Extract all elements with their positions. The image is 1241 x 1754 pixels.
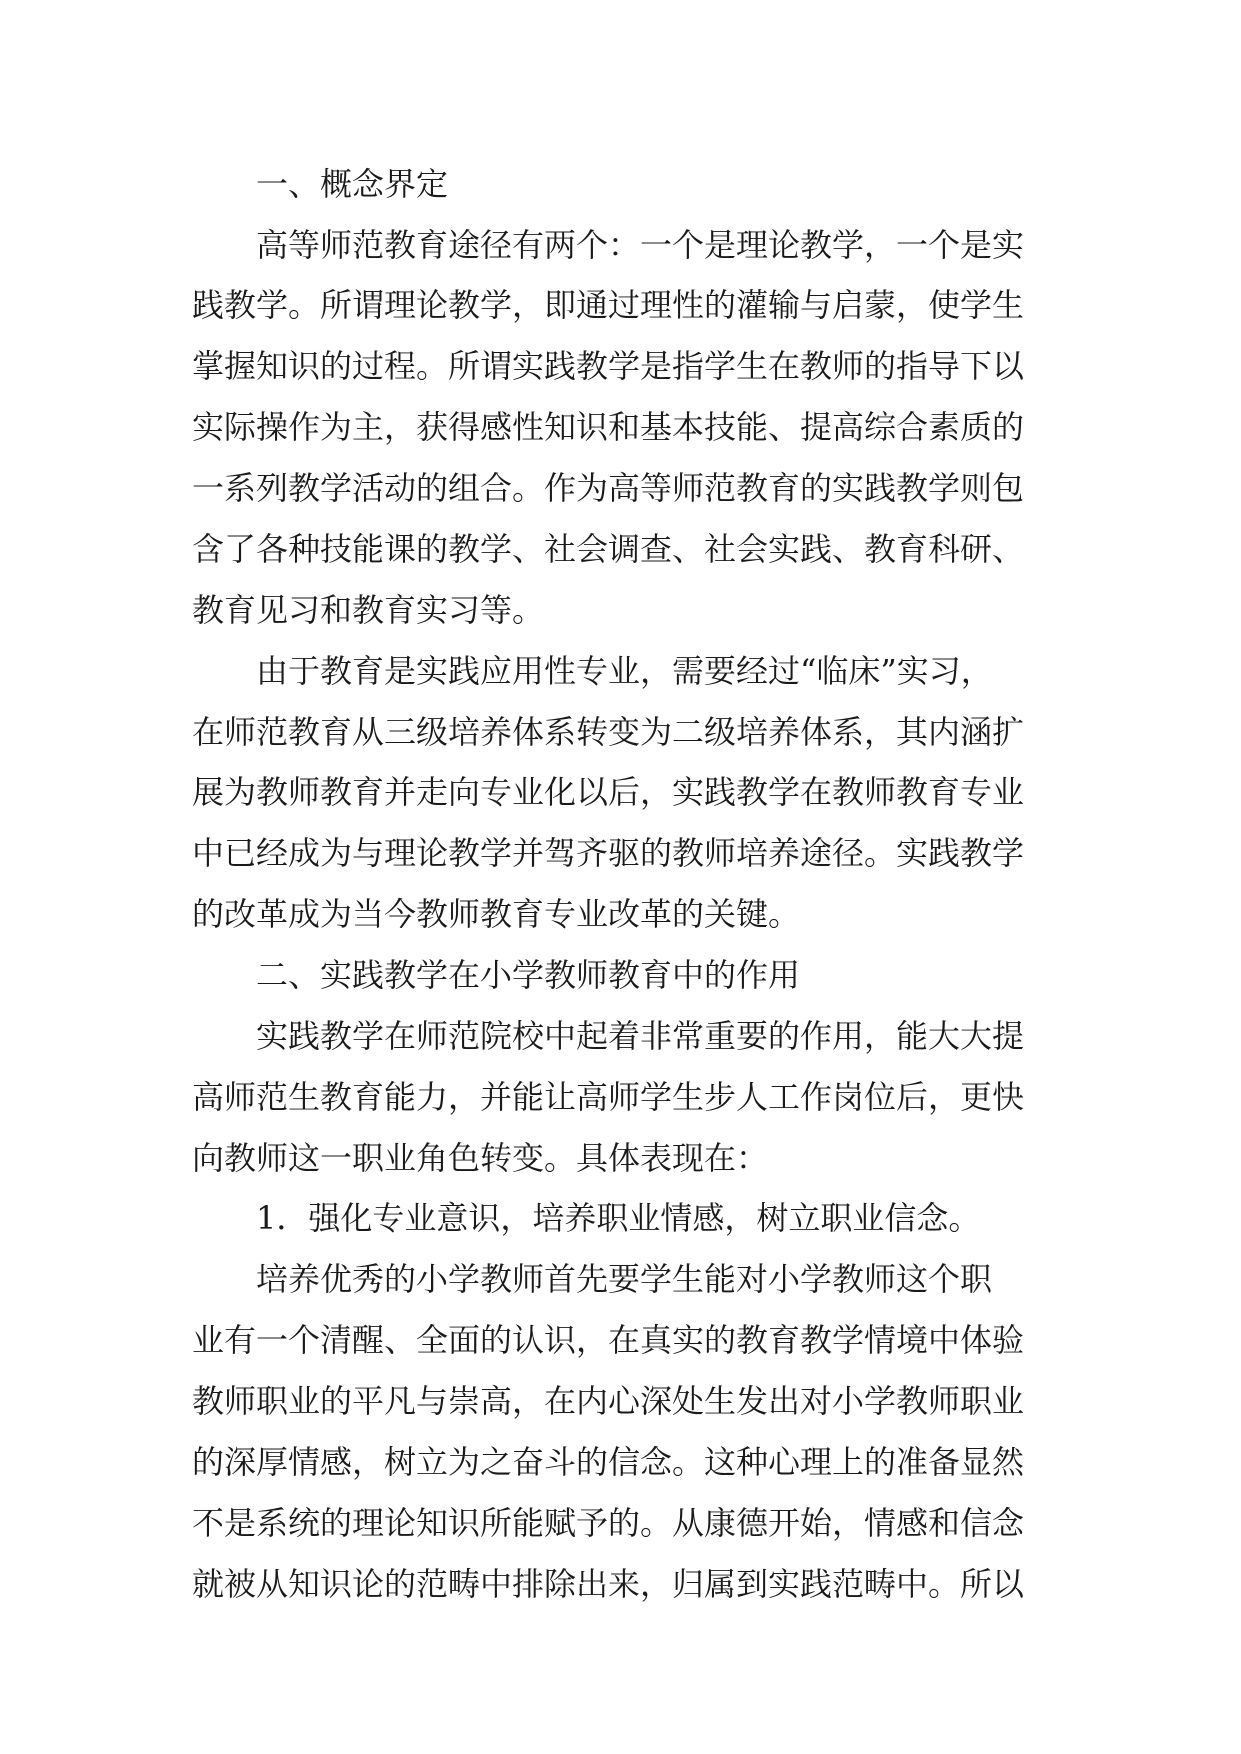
text-line: 的改革成为当今教师教育专业改革的关键。	[192, 895, 801, 933]
text-line: 在师范教育从三级培养体系转变为二级培养体系，其内涵扩	[192, 713, 1025, 751]
text-line: 掌握知识的过程。所谓实践教学是指学生在教师的指导下以	[192, 347, 1025, 385]
heading-role-of-practice-teaching: 二、实践教学在小学教师教育中的作用	[256, 956, 801, 994]
text-line: 业有一个清醒、全面的认识，在真实的教育教学情境中体验	[192, 1321, 1025, 1359]
heading-concept-definition: 一、概念界定	[256, 165, 449, 203]
text-line: 向教师这一职业角色转变。具体表现在：	[192, 1139, 769, 1177]
text-line: 展为教师教育并走向专业化以后，实践教学在教师教育专业	[192, 773, 1025, 811]
text-line: 的深厚情感，树立为之奋斗的信念。这种心理上的准备显然	[192, 1443, 1025, 1481]
text-line: 由于教育是实践应用性专业，需要经过“临床”实习，	[256, 652, 993, 690]
text-line: 教师职业的平凡与崇高，在内心深处生发出对小学教师职业	[192, 1382, 1025, 1420]
text-line: 高师范生教育能力，并能让高师学生步人工作岗位后，更快	[192, 1078, 1025, 1116]
text-line: 就被从知识论的范畴中排除出来，归属到实践范畴中。所以	[192, 1565, 1025, 1603]
text-line: 高等师范教育途径有两个：一个是理论教学，一个是实	[256, 226, 1025, 264]
text-line: 不是系统的理论知识所能赋予的。从康德开始，情感和信念	[192, 1504, 1025, 1542]
text-line: 含了各种技能课的教学、社会调查、社会实践、教育科研、	[192, 530, 1025, 568]
text-line: 一系列教学活动的组合。作为高等师范教育的实践教学则包	[192, 469, 1025, 507]
text-line: 实际操作为主，获得感性知识和基本技能、提高综合素质的	[192, 408, 1025, 446]
subheading-item-1: 1．强化专业意识，培养职业情感，树立职业信念。	[256, 1199, 981, 1237]
text-line: 教育见习和教育实习等。	[192, 591, 545, 629]
text-line: 培养优秀的小学教师首先要学生能对小学教师这个职	[256, 1260, 993, 1298]
text-line: 实践教学在师范院校中起着非常重要的作用，能大大提	[256, 1017, 1025, 1055]
text-line: 中已经成为与理论教学并驾齐驱的教师培养途径。实践教学	[192, 834, 1025, 872]
text-line: 践教学。所谓理论教学，即通过理性的灌输与启蒙，使学生	[192, 286, 1025, 324]
